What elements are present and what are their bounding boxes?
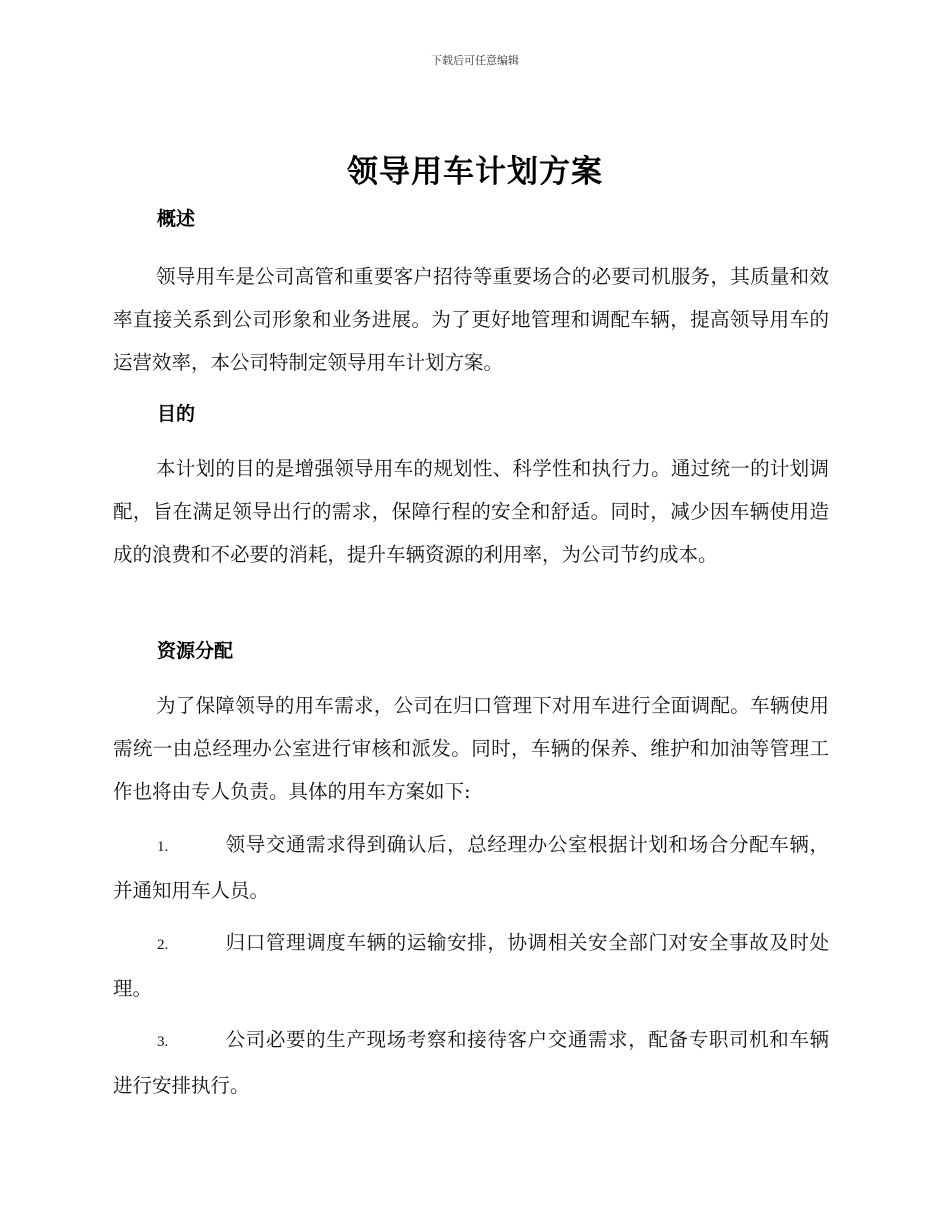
section-paragraph-resource-allocation: 为了保障领导的用车需求，公司在归口管理下对用车进行全面调配。车辆使用需统一由总经理办公室进行审核和派发。同时，车辆的保养、维护和加油等管理工作也将由专人负责。具体的用车方案如下: <box>113 694 829 803</box>
list-item <box>113 823 829 912</box>
list-item <box>113 1018 829 1107</box>
section-heading-purpose: 目的 <box>157 403 196 425</box>
list-item <box>113 921 829 1010</box>
section-heading-overview: 概述 <box>157 208 196 230</box>
document-title: 领导用车计划方案 <box>347 154 603 190</box>
section-paragraph-purpose: 本计划的目的是增强领导用车的规划性、科学性和执行力。通过统一的计划调配，旨在满足领导出行的需求，保障行程的安全和舒适。同时，减少因车辆使用造成的浪费和不必要的消耗，提升车辆资源的利用率，为公司节约成本。 <box>113 457 829 566</box>
list-item-number: 3. <box>157 1034 169 1050</box>
list-item-text: 公司必要的生产现场考察和接待客户交通需求，配备专职司机和车辆进行安排执行。 <box>113 1028 829 1097</box>
section-paragraph-overview: 领导用车是公司高管和重要客户招待等重要场合的必要司机服务，其质量和效率直接关系到公司形象和业务进展。为了更好地管理和调配车辆，提高领导用车的运营效率，本公司特制定领导用车计划方案。 <box>113 265 829 374</box>
list-item-number: 1. <box>157 839 169 855</box>
list-item-text: 领导交通需求得到确认后，总经理办公室根据计划和场合分配车辆，并通知用车人员。 <box>113 833 829 902</box>
header-note: 下载后可任意编辑 <box>431 54 519 67</box>
list-item-number: 2. <box>157 937 169 953</box>
list-item-text: 归口管理调度车辆的运输安排，协调相关安全部门对安全事故及时处理。 <box>113 931 829 1000</box>
section-heading-resource-allocation: 资源分配 <box>157 640 234 662</box>
